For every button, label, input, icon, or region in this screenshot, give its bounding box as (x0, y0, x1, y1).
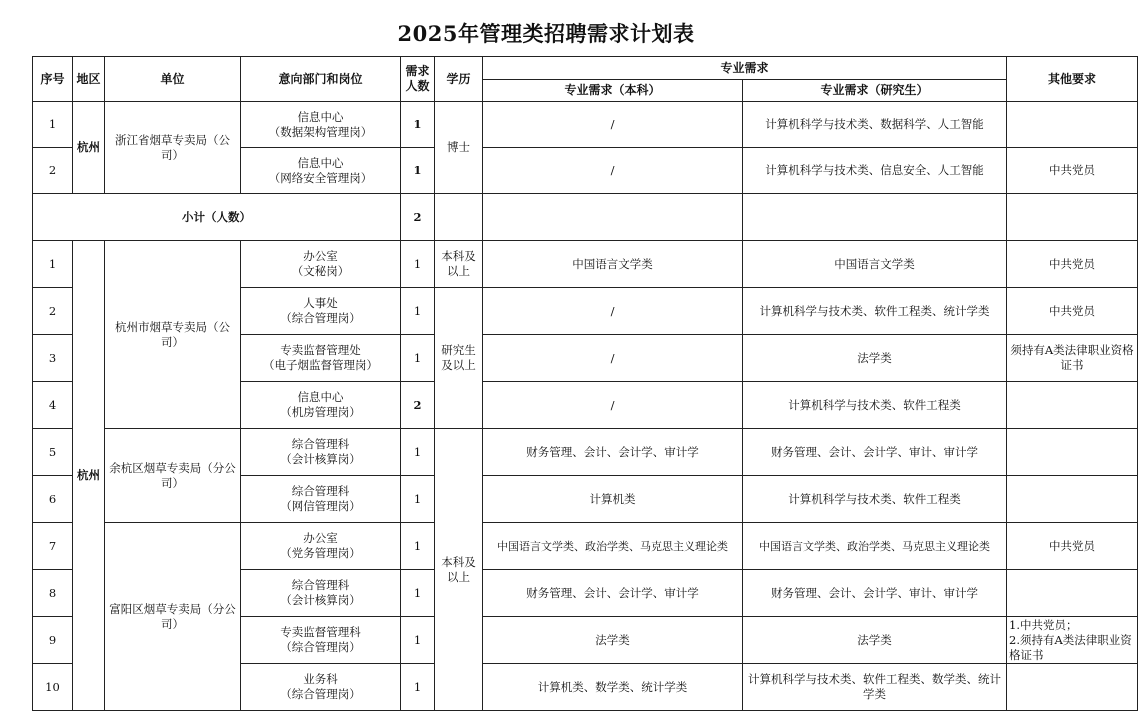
header-dept: 意向部门和岗位 (241, 57, 401, 102)
table-row (33, 241, 1138, 288)
dept-name: 办公室 (303, 531, 338, 545)
dept-name: 专卖监督管理处 (280, 343, 361, 357)
count-cell: 1 (401, 148, 435, 194)
major-grad-cell: 中国语言文学类、政治学类、马克思主义理论类 (743, 523, 1007, 570)
header-region: 地区 (73, 57, 105, 102)
other-cell (1007, 382, 1138, 429)
other-cell: 中共党员 (1007, 523, 1138, 570)
dept-cell (241, 476, 401, 523)
count-cell: 1 (401, 102, 435, 148)
other-cell (1007, 102, 1138, 148)
seq-cell: 3 (33, 335, 73, 382)
empty-cell (743, 194, 1007, 241)
major-ug-cell: 计算机类、数学类、统计学类 (483, 664, 743, 711)
edu-cell: 本科及以上 (435, 241, 483, 288)
major-grad-cell: 计算机科学与技术类、信息安全、人工智能 (743, 148, 1007, 194)
dept-name: 专卖监督管理科 (280, 625, 361, 639)
header-edu: 学历 (435, 57, 483, 102)
major-ug-cell: / (483, 148, 743, 194)
post-name: （电子烟监督管理岗） (263, 358, 378, 372)
dept-cell (241, 335, 401, 382)
table-row (33, 523, 1138, 570)
dept-cell (241, 617, 401, 664)
count-cell: 1 (401, 335, 435, 382)
other-cell (1007, 617, 1138, 664)
dept-name: 信息中心 (297, 390, 344, 404)
major-grad-cell: 财务管理、会计、会计学、审计、审计学 (743, 429, 1007, 476)
major-ug-cell: 中国语言文学类、政治学类、马克思主义理论类 (483, 523, 743, 570)
other-cell: 中共党员 (1007, 241, 1138, 288)
post-name: （综合管理岗） (280, 311, 361, 325)
post-name: （机房管理岗） (280, 405, 361, 419)
other-cell (1007, 429, 1138, 476)
region-cell: 杭州 (73, 241, 105, 711)
post-name: （综合管理岗） (280, 640, 361, 654)
count-cell: 1 (401, 617, 435, 664)
recruitment-table (32, 56, 1138, 711)
seq-cell: 5 (33, 429, 73, 476)
major-ug-cell: 财务管理、会计、会计学、审计学 (483, 570, 743, 617)
count-cell: 1 (401, 476, 435, 523)
dept-cell (241, 664, 401, 711)
table-row (33, 429, 1138, 476)
dept-cell (241, 288, 401, 335)
major-ug-cell: 计算机类 (483, 476, 743, 523)
seq-cell: 7 (33, 523, 73, 570)
page-title: 2025年管理类招聘需求计划表 (397, 21, 695, 46)
dept-name: 信息中心 (297, 155, 344, 170)
major-grad-cell: 法学类 (743, 617, 1007, 664)
other-cell: 须持有A类法律职业资格证书 (1007, 335, 1138, 382)
major-ug-cell: / (483, 382, 743, 429)
seq-cell: 6 (33, 476, 73, 523)
count-cell: 1 (401, 429, 435, 476)
dept-name: 综合管理科 (291, 484, 350, 498)
dept-name: 综合管理科 (291, 437, 350, 451)
major-grad-cell: 计算机科学与技术类、数据科学、人工智能 (743, 102, 1007, 148)
seq-cell: 2 (33, 288, 73, 335)
seq-cell: 1 (33, 241, 73, 288)
seq-cell: 2 (33, 148, 73, 194)
table-row (33, 102, 1138, 148)
seq-cell: 8 (33, 570, 73, 617)
post-name: （网信管理岗） (280, 499, 361, 513)
seq-cell: 1 (33, 102, 73, 148)
header-unit: 单位 (105, 57, 241, 102)
unit-cell: 余杭区烟草专卖局（分公司） (105, 429, 241, 523)
dept-cell (241, 148, 401, 194)
dept-cell (241, 429, 401, 476)
major-ug-cell: 法学类 (483, 617, 743, 664)
unit-cell: 杭州市烟草专卖局（公司） (105, 241, 241, 429)
other-cell: 中共党员 (1007, 288, 1138, 335)
empty-cell (435, 194, 483, 241)
subtotal-row (33, 194, 1138, 241)
subtotal-label: 小计（人数） (33, 194, 401, 241)
other-line: 2.须持有A类法律职业资格证书 (1009, 632, 1132, 662)
other-cell (1007, 476, 1138, 523)
header-major-grad: 专业需求（研究生） (743, 80, 1007, 102)
major-grad-cell: 计算机科学与技术类、软件工程类 (743, 476, 1007, 523)
seq-cell: 9 (33, 617, 73, 664)
post-name: （会计核算岗） (280, 593, 361, 607)
post-name: （党务管理岗） (280, 546, 361, 560)
post-name: （网络安全管理岗） (268, 170, 373, 185)
count-cell: 1 (401, 664, 435, 711)
major-grad-cell: 法学类 (743, 335, 1007, 382)
other-cell (1007, 664, 1138, 711)
post-name: （会计核算岗） (280, 452, 361, 466)
dept-name: 信息中心 (297, 109, 344, 124)
seq-cell: 4 (33, 382, 73, 429)
edu-cell: 本科及以上 (435, 429, 483, 711)
other-line: 1.中共党员； (1009, 617, 1078, 632)
post-name: （数据架构管理岗） (268, 124, 373, 139)
post-name: （文秘岗） (291, 264, 350, 278)
major-grad-cell: 财务管理、会计、会计学、审计、审计学 (743, 570, 1007, 617)
major-ug-cell: 中国语言文学类 (483, 241, 743, 288)
header-major-ug: 专业需求（本科） (483, 80, 743, 102)
dept-cell (241, 102, 401, 148)
dept-name: 综合管理科 (291, 578, 350, 592)
major-grad-cell: 计算机科学与技术类、软件工程类、数学类、统计学类 (743, 664, 1007, 711)
dept-cell (241, 241, 401, 288)
dept-name: 业务科 (303, 672, 338, 686)
major-grad-cell: 计算机科学与技术类、软件工程类、统计学类 (743, 288, 1007, 335)
major-grad-cell: 中国语言文学类 (743, 241, 1007, 288)
seq-cell: 10 (33, 664, 73, 711)
major-ug-cell: 财务管理、会计、会计学、审计学 (483, 429, 743, 476)
post-name: （综合管理岗） (280, 687, 361, 701)
major-ug-cell: / (483, 335, 743, 382)
header-other: 其他要求 (1007, 57, 1138, 102)
unit-cell: 浙江省烟草专卖局（公司） (105, 102, 241, 194)
other-cell: 中共党员 (1007, 148, 1138, 194)
region-cell: 杭州 (73, 102, 105, 194)
dept-cell (241, 570, 401, 617)
count-cell: 1 (401, 523, 435, 570)
dept-name: 办公室 (303, 249, 338, 263)
subtotal-value: 2 (401, 194, 435, 241)
unit-cell: 富阳区烟草专卖局（分公司） (105, 523, 241, 711)
edu-cell: 博士 (435, 102, 483, 194)
count-cell: 1 (401, 570, 435, 617)
other-cell (1007, 570, 1138, 617)
header-count: 需求人数 (401, 57, 435, 102)
count-cell: 1 (401, 241, 435, 288)
dept-cell (241, 382, 401, 429)
empty-cell (1007, 194, 1138, 241)
edu-cell: 研究生及以上 (435, 288, 483, 429)
dept-name: 人事处 (303, 296, 338, 310)
major-grad-cell: 计算机科学与技术类、软件工程类 (743, 382, 1007, 429)
count-cell: 2 (401, 382, 435, 429)
dept-cell (241, 523, 401, 570)
header-seq: 序号 (33, 57, 73, 102)
header-row-1 (33, 57, 1138, 80)
major-ug-cell: / (483, 102, 743, 148)
count-cell: 1 (401, 288, 435, 335)
major-ug-cell: / (483, 288, 743, 335)
empty-cell (483, 194, 743, 241)
header-major-group: 专业需求 (483, 57, 1007, 80)
